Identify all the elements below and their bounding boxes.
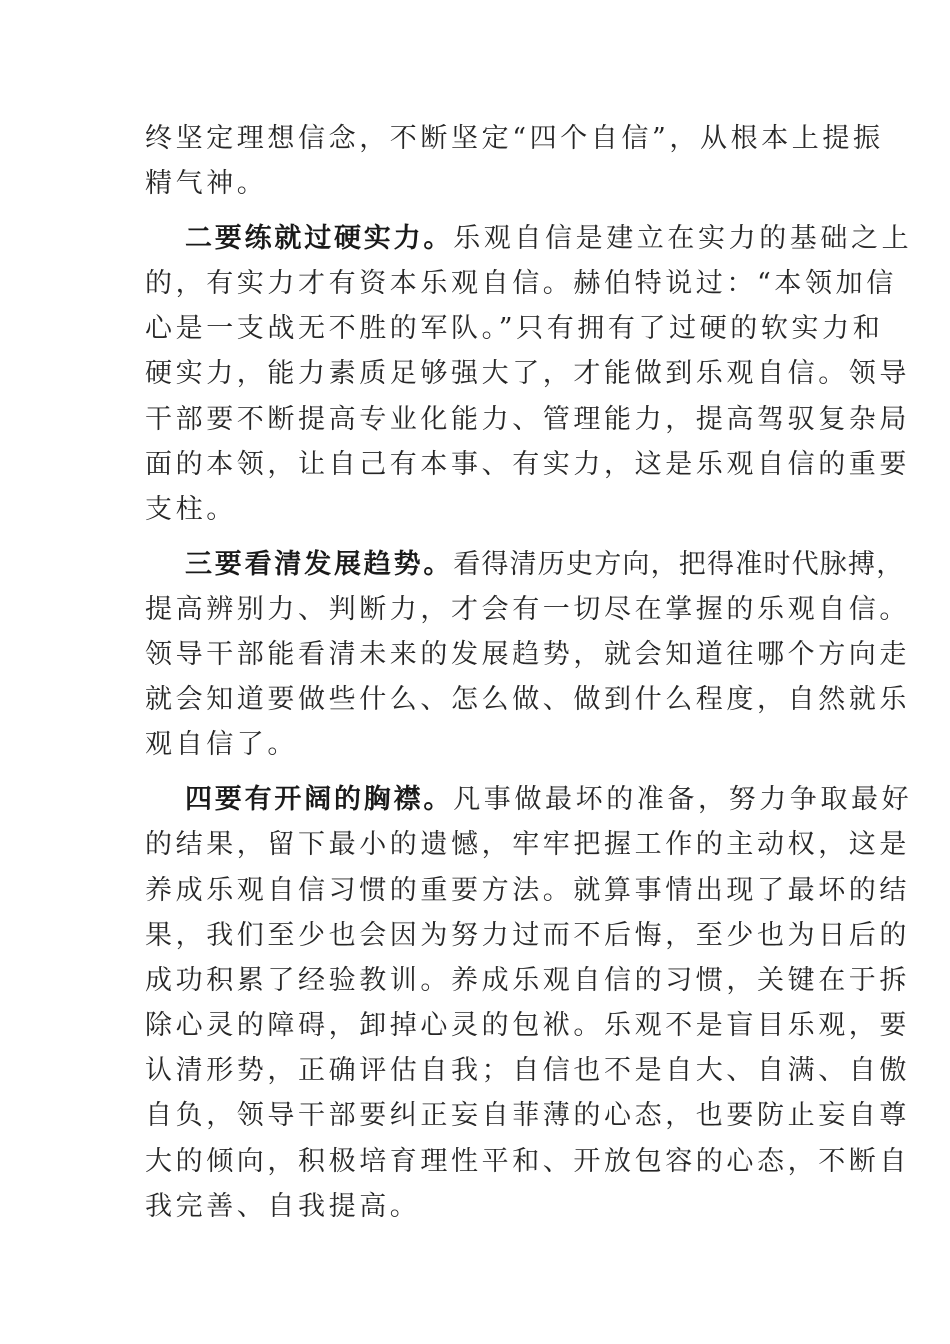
text-line: 认清形势，正确评估自我；自信也不是自大、自满、自傲 <box>145 1055 910 1087</box>
paragraph-first-line <box>145 542 905 587</box>
text-line: 观自信了。 <box>145 729 298 761</box>
text-line: 提高辨别力、判断力，才会有一切尽在掌握的乐观自信。 <box>145 593 910 625</box>
text-line: 的，有实力才有资本乐观自信。赫伯特说过：“本领加信 <box>145 268 897 300</box>
paragraph-heading: 三要看清发展趋势。 <box>185 548 454 580</box>
text-line: 养成乐观自信习惯的重要方法。就算事情出现了最坏的结 <box>145 874 910 906</box>
document-body <box>145 116 913 1229</box>
paragraph-continuation <box>145 116 884 206</box>
text-line: 终坚定理想信念，不断坚定“四个自信”，从根本上提振 <box>145 123 884 154</box>
text-line: 就会知道要做些什么、怎么做、做到什么程度，自然就乐 <box>145 684 910 716</box>
text-line: 我完善、自我提高。 <box>145 1190 421 1222</box>
text-line: 心是一支战无不胜的军队。”只有拥有了过硬的软实力和 <box>145 313 884 345</box>
text-line: 领导干部能看清未来的发展趋势，就会知道往哪个方向走 <box>145 639 910 671</box>
text-run: 凡事做最坏的准备，努力争取最好 <box>453 784 913 816</box>
text-line: 成功积累了经验教训。养成乐观自信的习惯，关键在于拆 <box>145 964 910 996</box>
paragraph-mindset <box>145 777 913 1229</box>
paragraph-heading: 二要练就过硬实力。 <box>185 222 454 254</box>
text-line: 硬实力，能力素质足够强大了，才能做到乐观自信。领导 <box>145 358 910 390</box>
text-run: 乐观自信是建立在实力的基础之上 <box>453 222 913 254</box>
text-line: 面的本领，让自己有本事、有实力，这是乐观自信的重要 <box>145 448 910 480</box>
text-line: 精气神。 <box>145 168 268 200</box>
text-line: 果，我们至少也会因为努力过而不后悔，至少也为日后的 <box>145 919 910 951</box>
text-line: 除心灵的障碍，卸掉心灵的包袱。乐观不是盲目乐观，要 <box>145 1010 910 1042</box>
text-line: 支柱。 <box>145 494 237 525</box>
paragraph-heading: 四要有开阔的胸襟。 <box>185 784 454 816</box>
paragraph-trend <box>145 542 910 768</box>
text-line: 大的倾向，积极培育理性平和、开放包容的心态，不断自 <box>145 1145 910 1177</box>
paragraph-strength <box>145 216 913 532</box>
text-run: 看得清历史方向，把得准时代脉搏， <box>453 548 905 580</box>
paragraph-first-line <box>145 216 913 261</box>
text-line: 干部要不断提高专业化能力、管理能力，提高驾驭复杂局 <box>145 403 910 435</box>
text-line: 自负，领导干部要纠正妄自菲薄的心态，也要防止妄自尊 <box>145 1100 910 1132</box>
paragraph-first-line <box>145 777 913 822</box>
text-line: 的结果，留下最小的遗憾，牢牢把握工作的主动权，这是 <box>145 829 910 861</box>
